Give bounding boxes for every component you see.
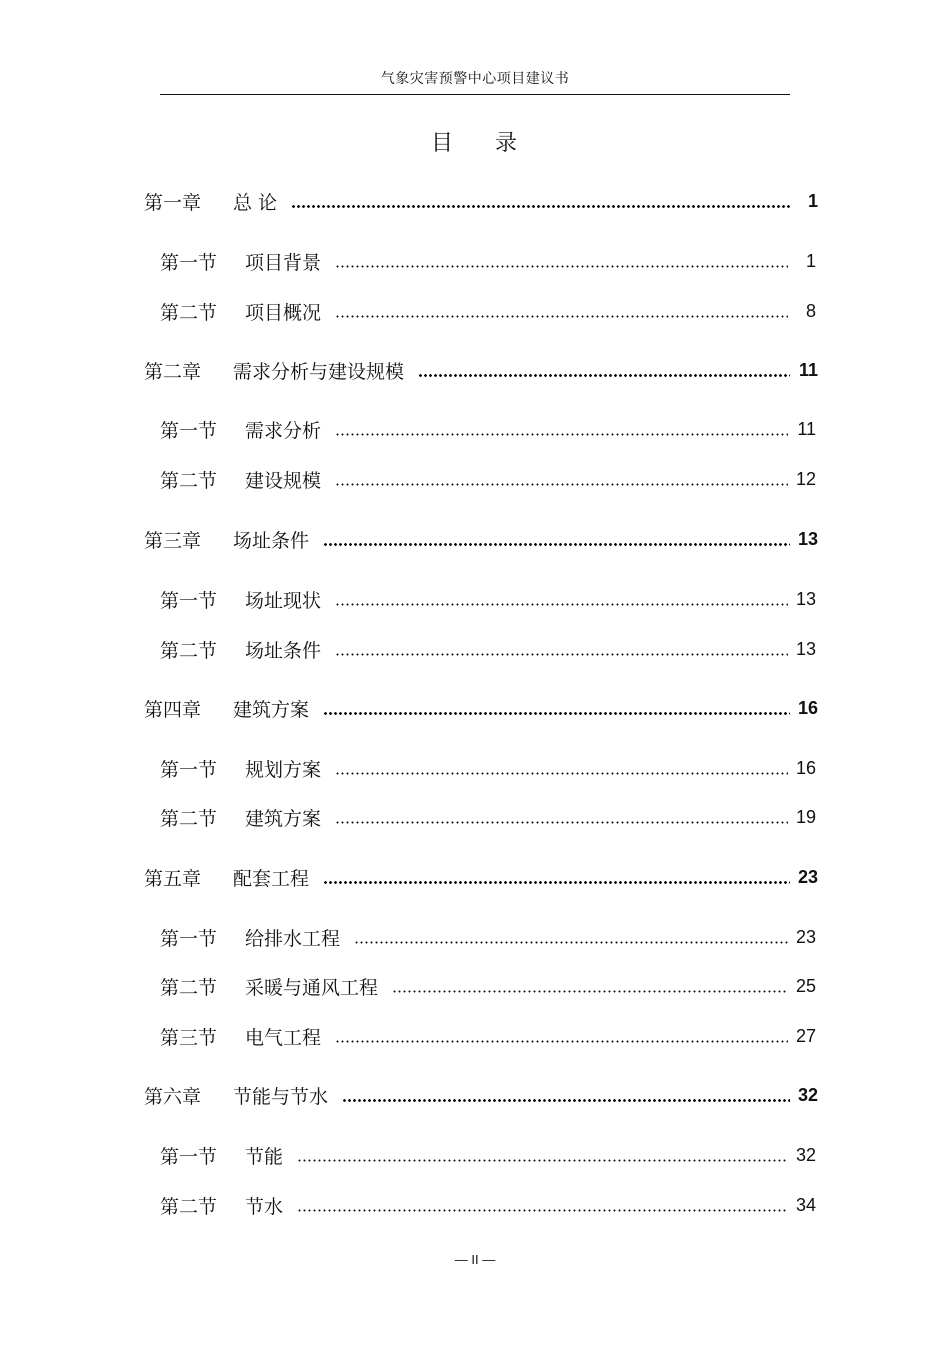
toc-entry-chapter-6[interactable] [144, 1080, 818, 1110]
entry-page: 32 [797, 1084, 818, 1105]
entry-title: 节能 [245, 1145, 284, 1168]
entry-page: 13 [797, 528, 818, 549]
toc-entry-section[interactable] [160, 1190, 816, 1220]
dot-leader [354, 926, 788, 948]
dot-leader [335, 468, 788, 490]
entry-page: 1 [807, 190, 818, 211]
toc-entry-section[interactable] [160, 414, 816, 444]
entry-title: 项目概况 [245, 301, 322, 324]
entry-page: 8 [805, 300, 816, 321]
entry-title: 总 论 [233, 191, 278, 214]
entry-number: 第二节 [160, 301, 218, 324]
dot-leader [392, 975, 788, 997]
entry-number: 第四章 [144, 698, 202, 721]
dot-leader [335, 250, 788, 272]
entry-title: 配套工程 [233, 867, 310, 890]
entry-title: 节能与节水 [233, 1085, 329, 1108]
entry-page: 25 [795, 975, 816, 996]
dot-leader [297, 1194, 788, 1216]
dot-leader [335, 418, 788, 440]
entry-number: 第一节 [160, 589, 218, 612]
toc-entry-chapter-3[interactable] [144, 524, 818, 554]
entry-title: 场址条件 [233, 529, 310, 552]
dot-leader [335, 1025, 788, 1047]
entry-number: 第二章 [144, 360, 202, 383]
dot-leader [342, 1084, 790, 1106]
dot-leader [335, 757, 788, 779]
entry-number: 第一节 [160, 758, 218, 781]
toc-entry-chapter-5[interactable] [144, 862, 818, 892]
toc-entry-section[interactable] [160, 802, 816, 832]
dot-leader [418, 359, 790, 381]
entry-number: 第一节 [160, 1145, 218, 1168]
entry-page: 16 [797, 697, 818, 718]
entry-page: 11 [797, 418, 816, 439]
dot-leader [335, 806, 788, 828]
dot-leader [323, 528, 790, 550]
toc-entry-section[interactable] [160, 634, 816, 664]
toc-entry-section[interactable] [160, 584, 816, 614]
toc-entry-section[interactable] [160, 1021, 816, 1051]
entry-number: 第一节 [160, 927, 218, 950]
entry-title: 节水 [245, 1195, 284, 1218]
toc-entry-section[interactable] [160, 464, 816, 494]
entry-page: 13 [795, 588, 816, 609]
entry-number: 第二节 [160, 469, 218, 492]
entry-title: 需求分析与建设规模 [233, 360, 405, 383]
entry-number: 第一章 [144, 191, 202, 214]
entry-title: 建筑方案 [233, 698, 310, 721]
dot-leader [335, 300, 788, 322]
toc-entry-section[interactable] [160, 296, 816, 326]
entry-page: 19 [795, 806, 816, 827]
entry-page: 13 [795, 638, 816, 659]
entry-title: 建设规模 [245, 469, 322, 492]
entry-title: 项目背景 [245, 251, 322, 274]
dot-leader [297, 1144, 788, 1166]
entry-page: 23 [795, 926, 816, 947]
dot-leader [335, 588, 788, 610]
dot-leader [323, 866, 790, 888]
entry-title: 场址现状 [245, 589, 322, 612]
entry-page: 1 [805, 250, 816, 271]
entry-page: 16 [795, 757, 816, 778]
entry-page: 27 [795, 1025, 816, 1046]
entry-number: 第一节 [160, 251, 218, 274]
page-number-footer: — II — [454, 1252, 496, 1267]
entry-title: 给排水工程 [245, 927, 341, 950]
running-header: 气象灾害预警中心项目建议书 [380, 71, 570, 87]
entry-title: 采暖与通风工程 [245, 976, 379, 999]
entry-number: 第二节 [160, 976, 218, 999]
toc-entry-section[interactable] [160, 971, 816, 1001]
toc-title-part1: 目 [430, 131, 455, 156]
toc-entry-chapter-2[interactable] [144, 355, 818, 385]
entry-page: 11 [798, 359, 818, 380]
entry-number: 第六章 [144, 1085, 202, 1108]
entry-number: 第三节 [160, 1026, 218, 1049]
entry-page: 12 [795, 468, 816, 489]
entry-title: 电气工程 [245, 1026, 322, 1049]
toc-entry-chapter-1[interactable] [144, 186, 818, 216]
dot-leader [335, 638, 788, 660]
entry-title: 场址条件 [245, 639, 322, 662]
entry-number: 第一节 [160, 419, 218, 442]
entry-page: 34 [795, 1194, 816, 1215]
header-rule [160, 94, 790, 95]
toc-title-part2: 录 [495, 131, 520, 156]
entry-title: 需求分析 [245, 419, 322, 442]
entry-title: 建筑方案 [245, 807, 322, 830]
dot-leader [323, 697, 790, 719]
toc-entry-chapter-4[interactable] [144, 693, 818, 723]
entry-title: 规划方案 [245, 758, 322, 781]
entry-page: 23 [797, 866, 818, 887]
entry-number: 第五章 [144, 867, 202, 890]
toc-title [0, 126, 950, 157]
entry-number: 第二节 [160, 639, 218, 662]
toc-entry-section[interactable] [160, 1140, 816, 1170]
toc-entry-section[interactable] [160, 246, 816, 276]
toc-entry-section[interactable] [160, 922, 816, 952]
toc-entry-section[interactable] [160, 753, 816, 783]
entry-number: 第二节 [160, 807, 218, 830]
dot-leader [291, 190, 790, 212]
entry-number: 第三章 [144, 529, 202, 552]
entry-page: 32 [795, 1144, 816, 1165]
entry-number: 第二节 [160, 1195, 218, 1218]
